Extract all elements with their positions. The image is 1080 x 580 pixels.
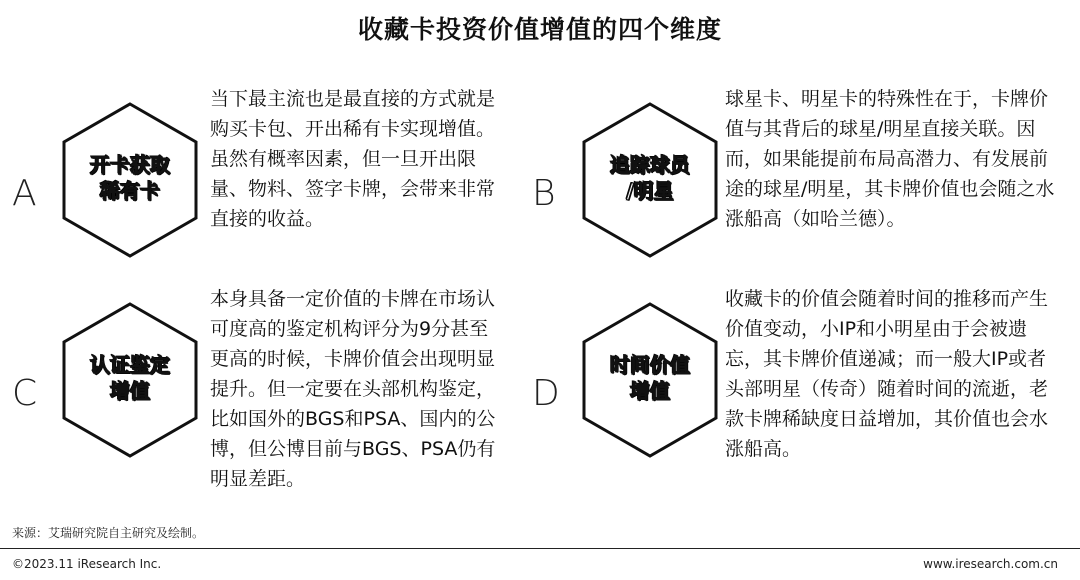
footer-divider bbox=[0, 548, 1080, 549]
hexagon-label bbox=[590, 352, 710, 404]
dimension-letter: A bbox=[12, 173, 37, 214]
dimension-card-d bbox=[530, 278, 1070, 508]
website-url: www.iresearch.com.cn bbox=[923, 557, 1058, 571]
dimension-card-c bbox=[10, 278, 550, 508]
copyright: ©2023.11 iResearch Inc. bbox=[12, 557, 162, 571]
dimension-description: 本身具备一定价值的卡牌在市场认可度高的鉴定机构评分为9分甚至更高的时候，卡牌价值会出现明显提升。但一定要在头部机构鉴定，比如国外的BGS和PSA、国内的公博，但公博目前与BGS、PSA仍有明显差距。 bbox=[210, 288, 496, 490]
dimension-card-a bbox=[10, 78, 550, 308]
hexagon-label-line2: 稀有卡 bbox=[100, 179, 160, 203]
hexagon-label-line2: 增值 bbox=[110, 379, 150, 403]
hexagon-label-line2: 增值 bbox=[630, 379, 670, 403]
hexagon-label-line1: 开卡获取 bbox=[90, 153, 170, 177]
hexagon-badge bbox=[50, 100, 210, 260]
hexagon-label-line1: 认证鉴定 bbox=[90, 353, 170, 377]
dimension-letter: B bbox=[532, 173, 556, 214]
dimension-letter: C bbox=[12, 373, 38, 414]
page-title: 收藏卡投资价值增值的四个维度 bbox=[357, 15, 722, 44]
hexagon-label-line1: 追踪球员 bbox=[610, 153, 690, 177]
hexagon-label bbox=[70, 352, 190, 404]
dimension-card-b bbox=[530, 78, 1070, 308]
hexagon-label-line1: 时间价值 bbox=[610, 353, 690, 377]
hexagon-badge bbox=[570, 100, 730, 260]
dimension-description: 球星卡、明星卡的特殊性在于，卡牌价值与其背后的球星/明星直接关联。因而，如果能提前布局高潜力、有发展前途的球星/明星，其卡牌价值也会随之水涨船高（如哈兰德）。 bbox=[725, 88, 1055, 230]
hexagon-badge bbox=[570, 300, 730, 460]
dimension-letter: D bbox=[532, 373, 560, 414]
hexagon-badge bbox=[50, 300, 210, 460]
dimension-description: 收藏卡的价值会随着时间的推移而产生价值变动，小IP和小明星由于会被遗忘，其卡牌价值递减；而一般大IP或者头部明星（传奇）随着时间的流逝，老款卡牌稀缺度日益增加，其价值也会水涨船高。 bbox=[725, 288, 1049, 460]
hexagon-label bbox=[70, 152, 190, 204]
dimension-description: 当下最主流也是最直接的方式就是购买卡包、开出稀有卡实现增值。虽然有概率因素，但一旦开出限量、物料、签字卡牌，会带来非常直接的收益。 bbox=[210, 88, 496, 230]
hexagon-label bbox=[590, 152, 710, 204]
source-note: 来源：艾瑞研究院自主研究及绘制。 bbox=[12, 526, 205, 540]
hexagon-label-line2: /明星 bbox=[626, 179, 674, 203]
